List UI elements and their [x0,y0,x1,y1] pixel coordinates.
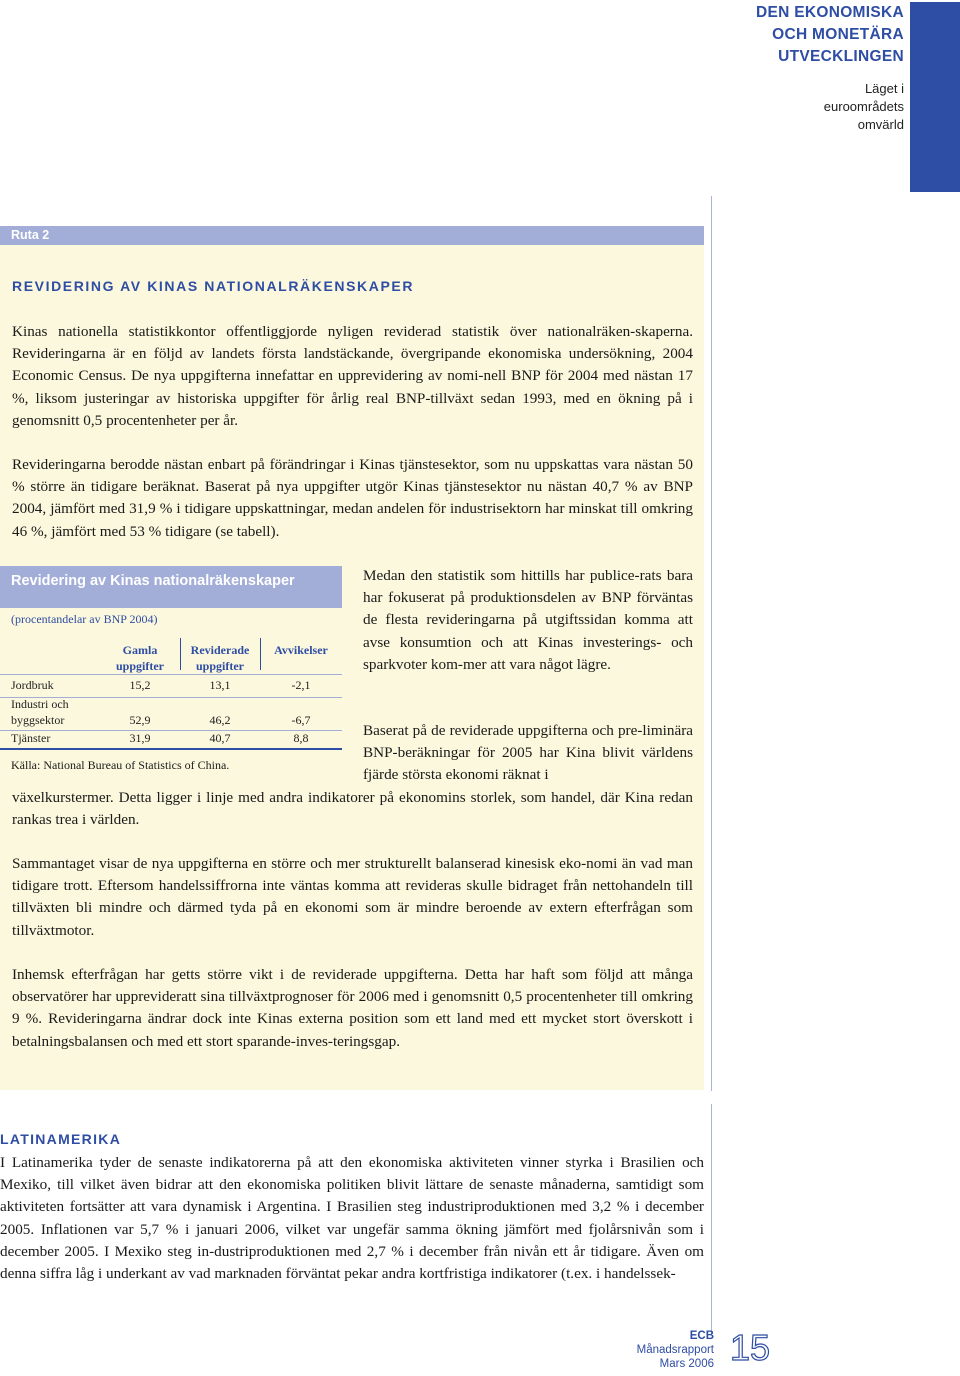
table-cell: 52,9 [129,713,151,727]
row-label [11,696,69,728]
box-paragraph: Medan den statistik som hittills har publice-rats bara har fokuserat på produktionsdelen av BNP förväntas de flesta revideringarna på utgiftssidan komma att avse konsumtion och att Kinas investerings- och sparkvoter kom-mer att vara något lägre. [363,567,693,673]
row-label-line: byggsektor [11,713,65,727]
table-cell: -6,7 [291,713,311,727]
section-tab-marker [910,2,960,192]
box-paragraph: växelkurstermer. Detta ligger i linje med andra indikatorer på ekonomins storlek, som handel, där Kina redan rankas trea i världen. [12,789,693,829]
column-divider [711,196,712,1091]
box-paragraph: Kinas nationella statistikkontor offentliggjorde nyligen reviderad statistik över nationalräken-skaperna. Revideringarna är en följd av landets första landstäckande, övergripande ekonomiska undersökning, 2004 Economic Census. De nya uppgifterna innefattar en upprevidering av nomi-nell BNP för 2004 med nästan 17 %, liksom justeringar av historiska uppgifter för årlig real BNP-tillväxt sedan 1993, med en ökning på i genomsnitt 0,5 procentenheter per år. [12,323,693,429]
table-row [0,731,342,749]
section-title [756,2,904,68]
column-header-line: Reviderade [190,643,250,657]
table-cell: -2,1 [291,678,311,692]
section-subtitle-line: euroområdets [823,99,904,114]
table-unit: (procentandelar av BNP 2004) [11,612,158,626]
table-cell: 13,1 [209,678,231,692]
section-subtitle-line: Läget i [864,81,904,96]
table-row [0,678,342,696]
table-cell: 46,2 [209,713,231,727]
box-paragraph: Sammantaget visar de nya uppgifterna en större och mer strukturellt balanserad kinesisk eko-nomi än vad man tidigare trott. Eftersom handelssiffrorna inte väntas komma att revideras skulle bidraget från nettohandeln till tillväxten bli mindre och därmed tyda på en ekonomi som är mindre beroende av extern efterfrågan som tillväxtmotor. [12,855,693,939]
box-paragraph: Baserat på de reviderade uppgifterna och pre-liminära BNP-beräkningar för 2005 har Kina blivit världens fjärde största ekonomi räknat i [363,722,693,784]
table-bottom-rule [0,748,342,750]
column-header-line: Gamla [122,643,158,657]
column-header [100,642,180,674]
column-header-line: Avvikelser [274,643,328,657]
table-cell: 40,7 [209,731,231,745]
box-heading: REVIDERING AV KINAS NATIONALRÄKENSKAPER [12,278,415,294]
section-heading: LATINAMERIKA [0,1131,122,1147]
table-cell: 15,2 [129,678,151,692]
page-number: 15 [730,1327,771,1368]
section-title-line: DEN EKONOMISKA [755,4,904,21]
column-divider [711,1104,712,1334]
table-source: Källa: National Bureau of Statistics of China. [11,758,230,772]
row-label: Tjänster [11,731,51,745]
table-rule [0,674,342,675]
column-header-line: uppgifter [116,659,164,673]
table-cell: 31,9 [129,731,151,745]
section-subtitle-line: omvärld [857,117,904,132]
table-title: Revidering av Kinas nationalräkenskaper [0,566,342,608]
column-header [260,642,342,658]
section-title-line: OCH MONETÄRA [772,26,904,43]
body-paragraph: I Latinamerika tyder de senaste indikatorerna på att den ekonomiska aktiviteten vinner styrka i Brasilien och Mexiko, till vilket även bidrar att den ekonomiska politiken blivit lättare de senaste månaderna, samtidigt som aktiviteten fortsätter att vara dynamisk i Argentina. I Brasilien steg industriproduktionen med 3,2 % i december 2005. Inflationen var 5,7 % i januari 2006, vilket var ungefär samma ökning jämfört med fjolårsnivån som i december 2005. I Mexiko steg in-dustriproduktionen med 2,7 % i december från nivån ett år tidigare. Även om denna siffra låg i underkant av vad marknaden förväntat pekar andra kortfristiga indikatorer (t.ex. i handelssek- [0,1154,704,1283]
table-cell: 8,8 [293,731,309,745]
footer-org: ECB [689,1330,714,1342]
section-title-line: UTVECKLINGEN [778,48,904,65]
footer-date: Mars 2006 [659,1358,714,1370]
box-paragraph: Inhemsk efterfrågan har getts större vikt i de reviderade uppgifterna. Detta har haft som följd att många observatörer har upprevideratt sina tillväxtprognoser för 2006 med i genomsnitt 0,5 procentenheter till omkring 9 %. Revideringarna ändrar dock inte Kinas externa position som ett land med ett mycket stort överskott i betalningsbalansen och med ett stort sparande-inves-teringsgap. [12,966,693,1050]
section-subtitle [824,80,904,134]
page-footer [637,1329,714,1371]
column-header [180,642,260,674]
table-row [0,696,342,730]
row-label: Jordbruk [11,678,54,692]
box-label: Ruta 2 [0,226,704,245]
row-label-line: Industri och [11,697,69,711]
footer-publication: Månadsrapport [636,1344,714,1356]
column-header-line: uppgifter [196,659,244,673]
box-paragraph: Revideringarna berodde nästan enbart på förändringar i Kinas tjänstesektor, som nu uppskattas vara nästan 50 % större än tidigare beräknat. Baserat på nya uppgifter utgör Kinas tjänstesektor nu nästan 40,7 % av BNP 2004, jämfört med 31,9 % i tidigare uppskattningar, medan andelen för industrisektorn har minskat till omkring 46 %, jämfört med 53 % tidigare (se tabell). [12,456,693,540]
data-table [0,636,342,756]
